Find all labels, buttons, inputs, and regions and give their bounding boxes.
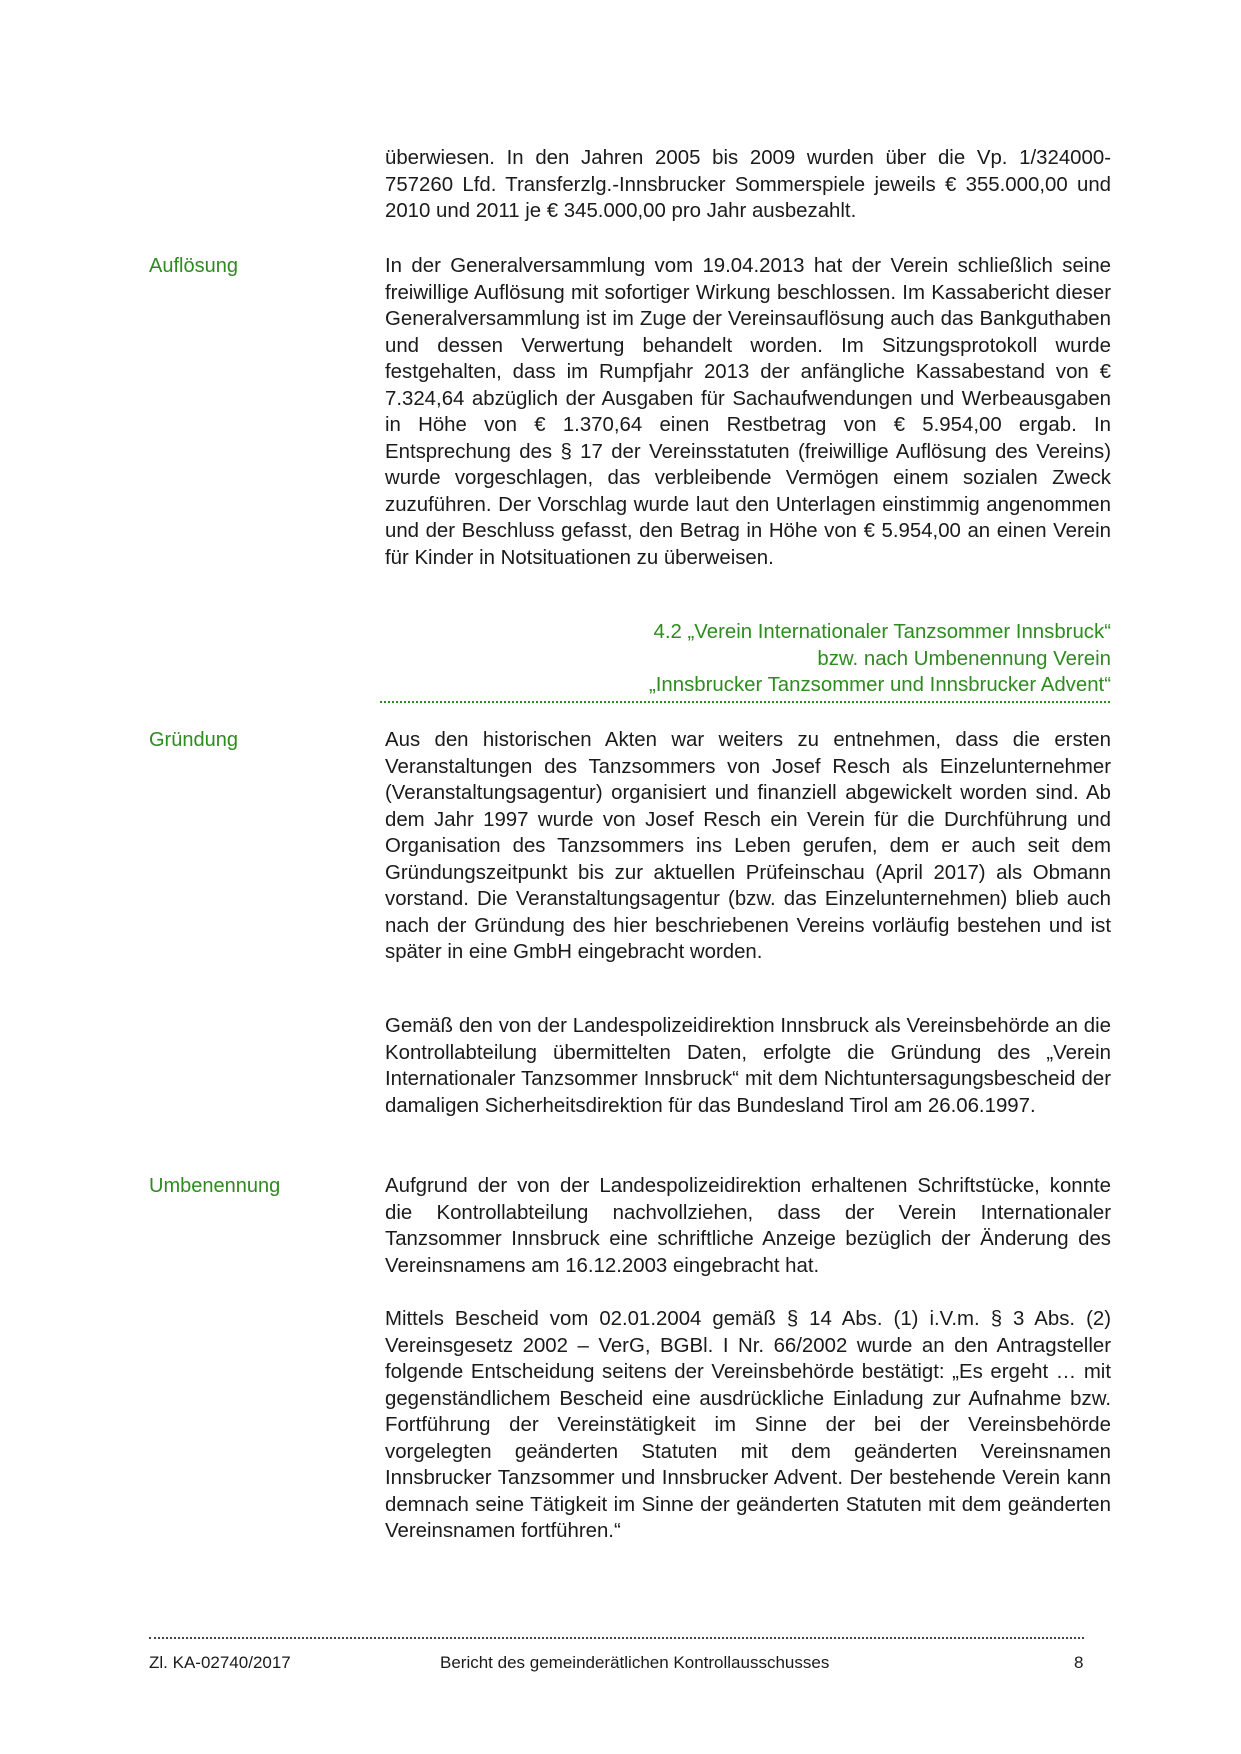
footer-reference: Zl. KA-02740/2017 <box>149 1653 291 1672</box>
paragraph-gruendung-history: Aus den historischen Akten war weiters zu entnehmen, dass die ersten Veranstaltungen des Tanzsommers von Josef Resch als Einzelunternehmer (Veranstaltungsagentur) organisiert und finanziell abgewickelt worden sind. Ab dem Jahr 1997 wurde von Josef Resch ein Verein für die Durchführung und Organisation des Tanzsommers ins Leben gerufen, dem er auch seit dem Gründungszeitpunkt bis zur aktuellen Prüfeinschau (April 2017) als Obmann vorstand. Die Veranstaltungsagentur (bzw. das Einzelunternehmen) blieb auch nach der Gründung des hier beschriebenen Vereins vorläufig bestehen und ist später in eine GmbH eingebracht worden. <box>385 729 1111 963</box>
paragraph-umbenennung-decision: Mittels Bescheid vom 02.01.2004 gemäß § 14 Abs. (1) i.V.m. § 3 Abs. (2) Vereinsgesetz 2002 – VerG, BGBl. I Nr. 66/2002 wurde an den Antragsteller folgende Entscheidung seitens der Vereinsbehörde bestätigt: „Es ergeht … mit gegenständlichem Bescheid eine ausdrückliche Einladung zur Aufnahme bzw. Fortführung der Vereinstätigkeit im Sinne der bei der Vereinsbehörde vorgelegten geänderten Statuten mit dem geänderten Vereinsnamen Innsbrucker Tanzsommer und Innsbrucker Advent. Der bestehende Verein kann demnach seine Tätigkeit im Sinne der geänderten Statuten mit dem geänderten Vereinsnamen fortführen.“ <box>385 1308 1111 1542</box>
footer-divider <box>149 1637 1084 1639</box>
section-heading-line-3: „Innsbrucker Tanzsommer und Innsbrucker Advent“ <box>648 674 1111 696</box>
paragraph-aufloesung: In der Generalversammlung vom 19.04.2013 hat der Verein schließlich seine freiwillige Auflösung mit sofortiger Wirkung beschlossen. Im Kassabericht dieser Generalversammlung ist im Zuge der Vereinsauflösung auch das Bankguthaben und dessen Verwertung behandelt worden. Im Sitzungsprotokoll wurde festgehalten, dass im Rumpfjahr 2013 der anfängliche Kassabestand von € 7.324,64 abzüglich der Ausgaben für Sachaufwendungen und Werbeausgaben in Höhe von € 1.370,64 einen Restbetrag von € 5.954,00 ergab. In Entsprechung des § 17 der Vereinsstatuten (freiwillige Auflösung des Vereins) wurde vorgeschlagen, das verbleibende Vermögen einem sozialen Zweck zuzuführen. Der Vorschlag wurde laut den Unterlagen einstimmig angenommen und der Beschluss gefasst, den Betrag in Höhe von € 5.954,00 an einen Verein für Kinder in Notsituationen zu überweisen. <box>385 255 1111 569</box>
section-heading-4-2 <box>371 619 1111 699</box>
footer-page-number: 8 <box>1074 1653 1084 1672</box>
paragraph-gruendung-authority: Gemäß den von der Landespolizeidirektion Innsbruck als Vereinsbehörde an die Kontrollabteilung übermittelten Daten, erfolgte die Gründung des „Verein Internationaler Tanzsommer Innsbruck“ mit dem Nichtuntersagungsbescheid der damaligen Sicherheitsdirektion für das Bundesland Tirol am 26.06.1997. <box>385 1015 1111 1117</box>
section-heading-line-2: bzw. nach Umbenennung Verein <box>817 647 1111 670</box>
section-heading-line-1: 4.2 „Verein Internationaler Tanzsommer Innsbruck“ <box>653 621 1111 643</box>
margin-label-umbenennung: Umbenennung <box>149 1175 281 1197</box>
margin-label-aufloesung: Auflösung <box>149 255 238 277</box>
paragraph-transfer-payments: überwiesen. In den Jahren 2005 bis 2009 wurden über die Vp. 1/324000-757260 Lfd. Transferzlg.-Innsbrucker Sommerspiele jeweils € 355.000,00 und 2010 und 2011 je € 345.000,00 pro Jahr ausbezahlt. <box>385 147 1111 222</box>
section-divider <box>380 701 1110 703</box>
footer-title: Bericht des gemeinderätlichen Kontrollausschusses <box>440 1653 830 1672</box>
margin-label-gruendung: Gründung <box>149 729 238 751</box>
paragraph-umbenennung-notice: Aufgrund der von der Landespolizeidirektion erhaltenen Schriftstücke, konnte die Kontrollabteilung nachvollziehen, dass der Verein Internationaler Tanzsommer Innsbruck eine schriftliche Anzeige bezüglich der Änderung des Vereinsnamens am 16.12.2003 eingebracht hat. <box>385 1175 1111 1277</box>
